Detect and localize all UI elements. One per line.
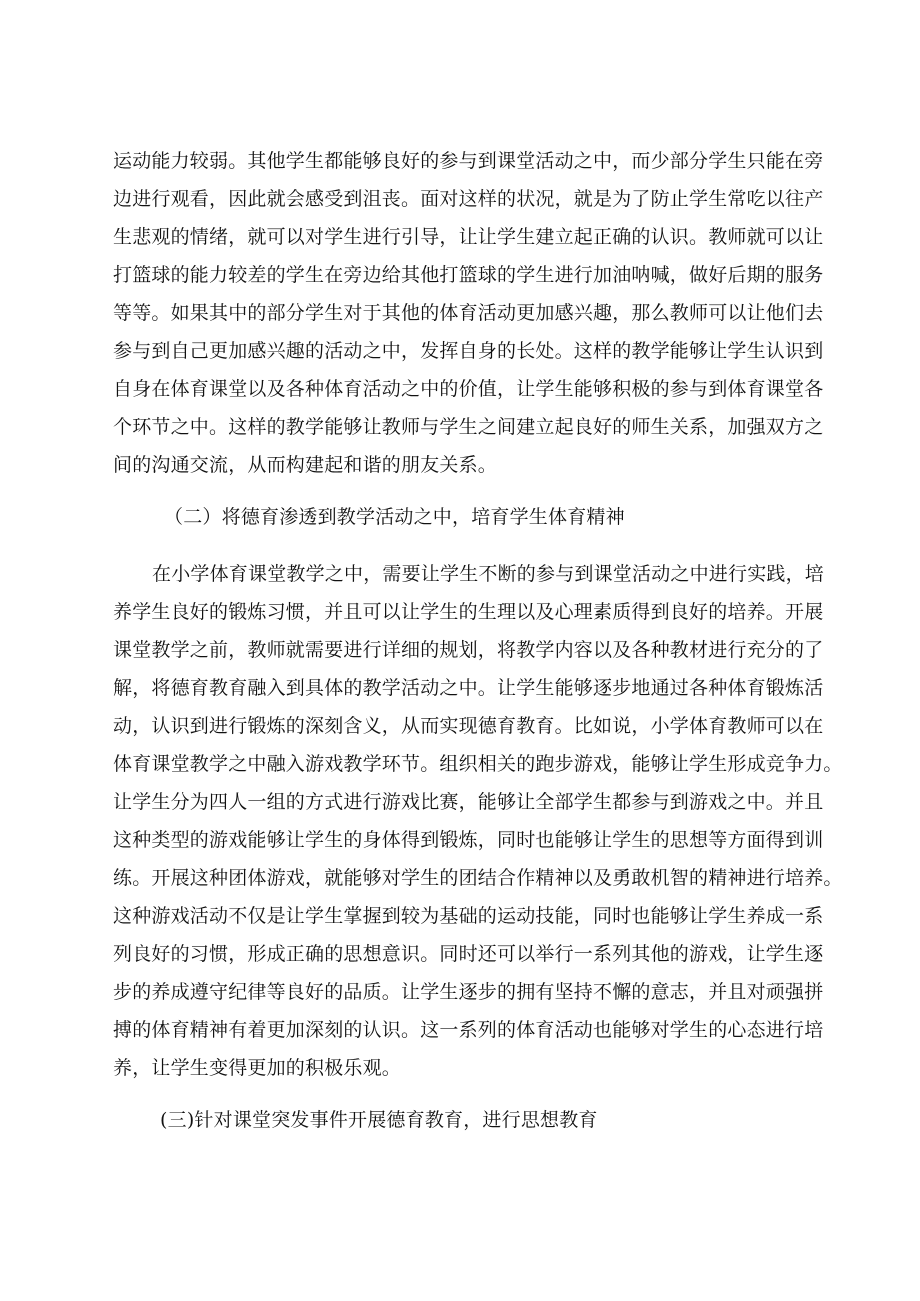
paragraph-line: 参与到自己更加感兴趣的活动之中，发挥自身的长处。这样的教学能够让学生认识到 <box>113 340 824 362</box>
paragraph-line: 养学生良好的锻炼习惯，并且可以让学生的生理以及心理素质得到良好的培养。开展 <box>113 601 824 623</box>
paragraph-line: 这种类型的游戏能够让学生的身体得到锻炼，同时也能够让学生的思想等方面得到训 <box>113 829 824 851</box>
paragraph-line: 体育课堂教学之中融入游戏教学环节。组织相关的跑步游戏，能够让学生形成竞争力。 <box>113 753 843 775</box>
paragraph-line: 练。开展这种团体游戏，就能够对学生的团结合作精神以及勇敢机智的精神进行培养。 <box>113 867 843 889</box>
paragraph-line: 步的养成遵守纪律等良好的品质。让学生逐步的拥有坚持不懈的意志，并且对顽强拼 <box>113 981 824 1003</box>
paragraph-line: 生悲观的情绪，就可以对学生进行引导，让让学生建立起正确的认识。教师就可以让 <box>113 226 824 248</box>
paragraph-line: 打篮球的能力较差的学生在旁边给其他打篮球的学生进行加油呐喊，做好后期的服务 <box>113 264 824 286</box>
paragraph-line: 动，认识到进行锻炼的深刻含义，从而实现德育教育。比如说，小学体育教师可以在 <box>113 715 824 737</box>
paragraph-line: 让学生分为四人一组的方式进行游戏比赛，能够让全部学生都参与到游戏之中。并且 <box>113 791 824 813</box>
section-heading-3: (三)针对课堂突发事件开展德育教育，进行思想教育 <box>160 1109 598 1131</box>
section-heading-2: （二）将德育渗透到教学活动之中，培育学生体育精神 <box>164 506 625 528</box>
paragraph-line: 运动能力较弱。其他学生都能够良好的参与到课堂活动之中，而少部分学生只能在旁 <box>113 150 824 172</box>
paragraph-line: 等等。如果其中的部分学生对于其他的体育活动更加感兴趣，那么教师可以让他们去 <box>113 302 824 324</box>
paragraph-line: 课堂教学之前，教师就需要进行详细的规划，将教学内容以及各种教材进行充分的了 <box>113 639 824 661</box>
paragraph-line: 自身在体育课堂以及各种体育活动之中的价值，让学生能够积极的参与到体育课堂各 <box>113 378 824 400</box>
paragraph-line: 在小学体育课堂教学之中，需要让学生不断的参与到课堂活动之中进行实践，培 <box>152 563 825 585</box>
paragraph-line: 列良好的习惯，形成正确的思想意识。同时还可以举行一系列其他的游戏，让学生逐 <box>113 943 824 965</box>
paragraph-line: 解，将德育教育融入到具体的教学活动之中。让学生能够逐步地通过各种体育锻炼活 <box>113 677 824 699</box>
paragraph-line: 养，让学生变得更加的积极乐观。 <box>113 1057 402 1079</box>
paragraph-line: 间的沟通交流，从而构建起和谐的朋友关系。 <box>113 454 498 476</box>
paragraph-line: 这种游戏活动不仅是让学生掌握到较为基础的运动技能，同时也能够让学生养成一系 <box>113 905 824 927</box>
paragraph-line: 个环节之中。这样的教学能够让教师与学生之间建立起良好的师生关系，加强双方之 <box>113 416 824 438</box>
paragraph-line: 搏的体育精神有着更加深刻的认识。这一系列的体育活动也能够对学生的心态进行培 <box>113 1019 824 1041</box>
paragraph-line: 边进行观看，因此就会感受到沮丧。面对这样的状况，就是为了防止学生常吃以往产 <box>113 188 824 210</box>
